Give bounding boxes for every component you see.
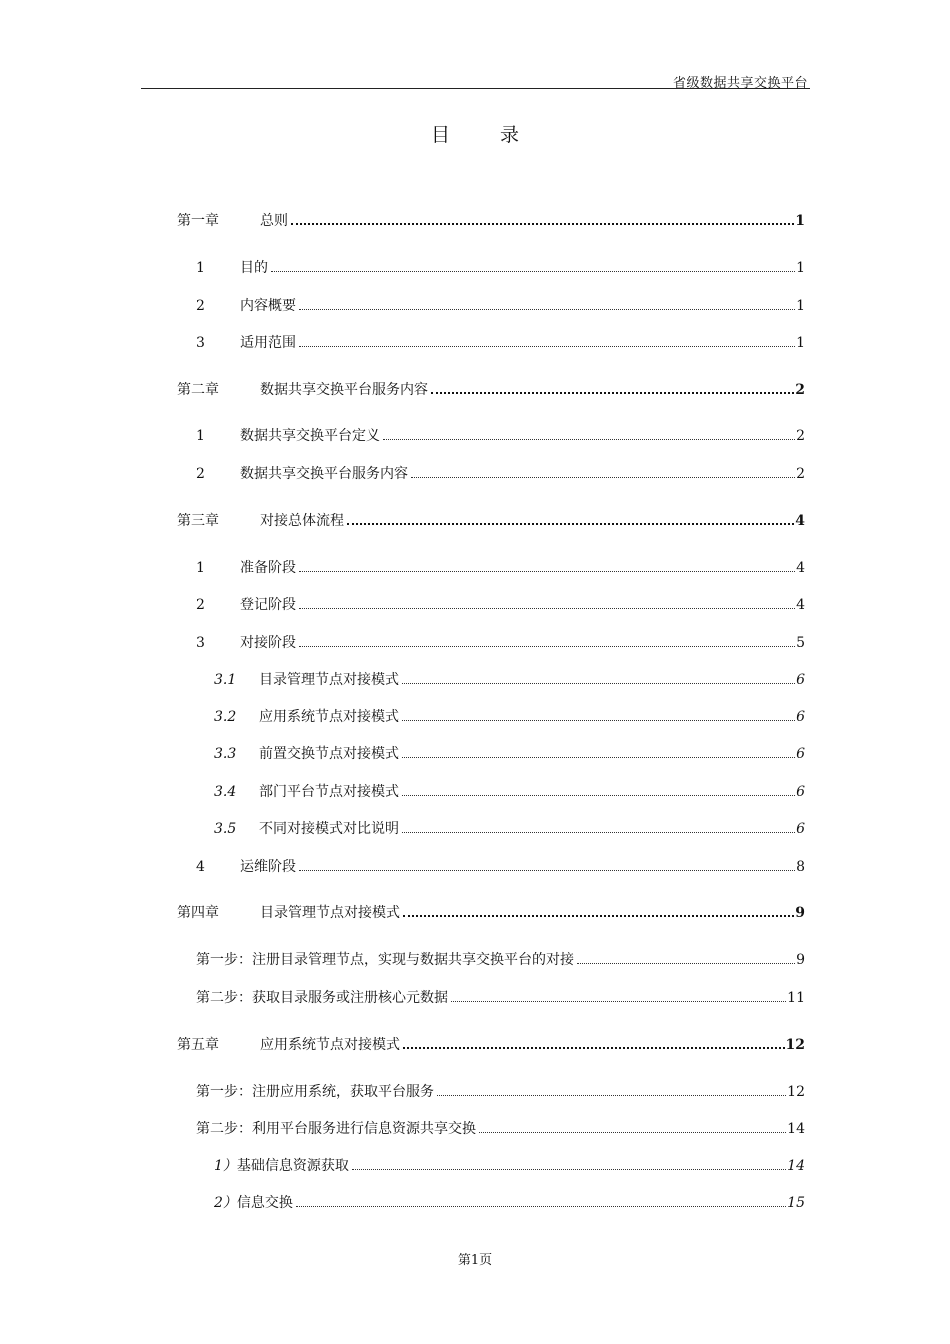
toc-dot-leader (291, 223, 794, 225)
toc-entry[interactable] (196, 596, 805, 614)
toc-entry-page: 14 (787, 1121, 805, 1137)
toc-entry-title: 第二步：获取目录服务或注册核心元数据 (196, 990, 448, 1006)
toc-dot-leader (296, 1206, 786, 1207)
toc-dot-leader (451, 1001, 786, 1002)
toc-dot-leader (299, 646, 795, 647)
toc-entry-page: 9 (796, 952, 805, 968)
toc-entry-title: 内容概要 (240, 298, 296, 314)
toc-entry[interactable] (196, 1120, 805, 1138)
toc-entry-title: 前置交换节点对接模式 (259, 746, 399, 762)
toc-entry[interactable] (177, 381, 805, 399)
toc-entry[interactable] (196, 334, 805, 352)
toc-entry-title: 准备阶段 (240, 560, 296, 576)
toc-entry-title: 第一步：注册应用系统，获取平台服务 (196, 1084, 434, 1100)
toc-entry-title: 运维阶段 (240, 859, 296, 875)
toc-dot-leader (299, 346, 795, 347)
toc-entry[interactable] (196, 427, 805, 445)
toc-entry-page: 12 (787, 1084, 805, 1100)
toc-entry-page: 4 (795, 513, 805, 529)
toc-entry-number: 第四章 (177, 905, 219, 921)
toc-dot-leader (403, 915, 794, 917)
toc-entry-number: 1） (214, 1158, 237, 1174)
toc-entry-page: 6 (796, 746, 805, 762)
toc-entry[interactable] (196, 1083, 805, 1101)
toc-entry[interactable] (177, 904, 805, 922)
toc-entry[interactable] (214, 1157, 805, 1175)
toc-entry-title: 总则 (260, 213, 288, 229)
toc-entry-number: 3 (196, 635, 205, 651)
toc-entry-page: 11 (787, 990, 805, 1006)
toc-entry-title: 第一步：注册目录管理节点，实现与数据共享交换平台的对接 (196, 952, 574, 968)
toc-entry-title: 数据共享交换平台服务内容 (260, 382, 428, 398)
toc-dot-leader (403, 1047, 785, 1049)
toc-entry-title: 基础信息资源获取 (236, 1158, 349, 1174)
toc-entry-title: 数据共享交换平台服务内容 (240, 466, 408, 482)
toc-entry-page: 12 (785, 1037, 805, 1053)
toc-entry-page: 1 (796, 335, 805, 351)
toc-entry-title: 数据共享交换平台定义 (240, 428, 380, 444)
toc-entry-page: 2 (796, 428, 805, 444)
toc-entry-number: 4 (196, 859, 205, 875)
page-header-title: 省级数据共享交换平台 (672, 76, 808, 91)
toc-entry-page: 9 (795, 905, 805, 921)
toc-entry-page: 14 (787, 1158, 805, 1174)
toc-entry-number: 3.2 (214, 709, 237, 725)
toc-entry-number: 3.1 (214, 672, 237, 688)
toc-dot-leader (347, 523, 794, 525)
toc-dot-leader (402, 683, 795, 684)
toc-entry[interactable] (196, 559, 805, 577)
toc-entry-page: 4 (796, 560, 805, 576)
toc-entry-title: 不同对接模式对比说明 (259, 821, 399, 837)
toc-entry-title: 应用系统节点对接模式 (260, 1037, 400, 1053)
toc-entry-title: 对接总体流程 (260, 513, 344, 529)
toc-entry-title: 目录管理节点对接模式 (260, 905, 400, 921)
toc-entry[interactable] (214, 820, 805, 838)
toc-entry-number: 1 (196, 560, 205, 576)
toc-entry-title: 目的 (240, 260, 268, 276)
toc-entry-page: 2 (796, 466, 805, 482)
toc-dot-leader (299, 870, 795, 871)
toc-dot-leader (299, 608, 795, 609)
toc-dot-leader (402, 757, 795, 758)
toc-entry-number: 3 (196, 335, 205, 351)
toc-entry-title: 部门平台节点对接模式 (259, 784, 399, 800)
toc-entry-title: 应用系统节点对接模式 (259, 709, 399, 725)
toc-entry-title: 适用范围 (240, 335, 296, 351)
toc-entry[interactable] (177, 1036, 805, 1054)
toc-entry-number: 2 (196, 466, 205, 482)
toc-dot-leader (411, 477, 795, 478)
toc-entry-number: 2） (214, 1195, 237, 1211)
toc-entry[interactable] (177, 212, 805, 230)
toc-entry-title: 目录管理节点对接模式 (259, 672, 399, 688)
toc-entry[interactable] (196, 634, 805, 652)
toc-dot-leader (402, 720, 795, 721)
toc-entry-number: 第二章 (177, 382, 219, 398)
toc-entry-page: 1 (795, 213, 805, 229)
toc-entry[interactable] (214, 745, 805, 763)
toc-entry-title: 对接阶段 (240, 635, 296, 651)
toc-entry-page: 1 (796, 298, 805, 314)
toc-dot-leader (402, 832, 795, 833)
toc-entry-number: 3.3 (214, 746, 237, 762)
toc-entry-number: 2 (196, 298, 205, 314)
toc-entry[interactable] (177, 512, 805, 530)
toc-entry-page: 6 (796, 821, 805, 837)
toc-entry[interactable] (214, 783, 805, 801)
toc-entry[interactable] (196, 297, 805, 315)
toc-entry-number: 第三章 (177, 513, 219, 529)
toc-dot-leader (271, 271, 795, 272)
toc-entry[interactable] (214, 671, 805, 689)
toc-entry-number: 3.4 (214, 784, 237, 800)
toc-entry[interactable] (196, 465, 805, 483)
toc-dot-leader (577, 963, 795, 964)
toc-entry-title: 信息交换 (236, 1195, 293, 1211)
toc-entry[interactable] (196, 951, 805, 969)
toc-dot-leader (383, 439, 795, 440)
page-footer-number: 第1页 (457, 1253, 493, 1268)
toc-entry-number: 第一章 (177, 213, 219, 229)
toc-dot-leader (437, 1095, 786, 1096)
toc-entry[interactable] (214, 1194, 805, 1212)
toc-entry-page: 8 (796, 859, 805, 875)
toc-entry-page: 6 (796, 784, 805, 800)
toc-entry-title: 登记阶段 (240, 597, 296, 613)
toc-entry-page: 4 (796, 597, 805, 613)
toc-entry[interactable] (214, 708, 805, 726)
toc-dot-leader (299, 571, 795, 572)
toc-dot-leader (431, 392, 794, 394)
page-title: 目 录 (430, 124, 542, 146)
toc-entry-page: 2 (795, 382, 805, 398)
toc-entry[interactable] (196, 858, 805, 876)
toc-entry-page: 15 (787, 1195, 805, 1211)
toc-entry-title: 第二步：利用平台服务进行信息资源共享交换 (196, 1121, 476, 1137)
toc-dot-leader (479, 1132, 786, 1133)
toc-dot-leader (299, 309, 795, 310)
toc-dot-leader (402, 795, 795, 796)
toc-entry[interactable] (196, 259, 805, 277)
toc-entry-page: 1 (796, 260, 805, 276)
toc-entry-page: 6 (796, 709, 805, 725)
toc-entry[interactable] (196, 989, 805, 1007)
toc-entry-number: 3.5 (214, 821, 237, 837)
toc-entry-number: 2 (196, 597, 205, 613)
toc-dot-leader (352, 1169, 786, 1170)
toc-entry-number: 1 (196, 260, 205, 276)
toc-entry-number: 1 (196, 428, 205, 444)
toc-entry-number: 第五章 (177, 1037, 219, 1053)
toc-entry-page: 5 (796, 635, 805, 651)
toc-entry-page: 6 (796, 672, 805, 688)
